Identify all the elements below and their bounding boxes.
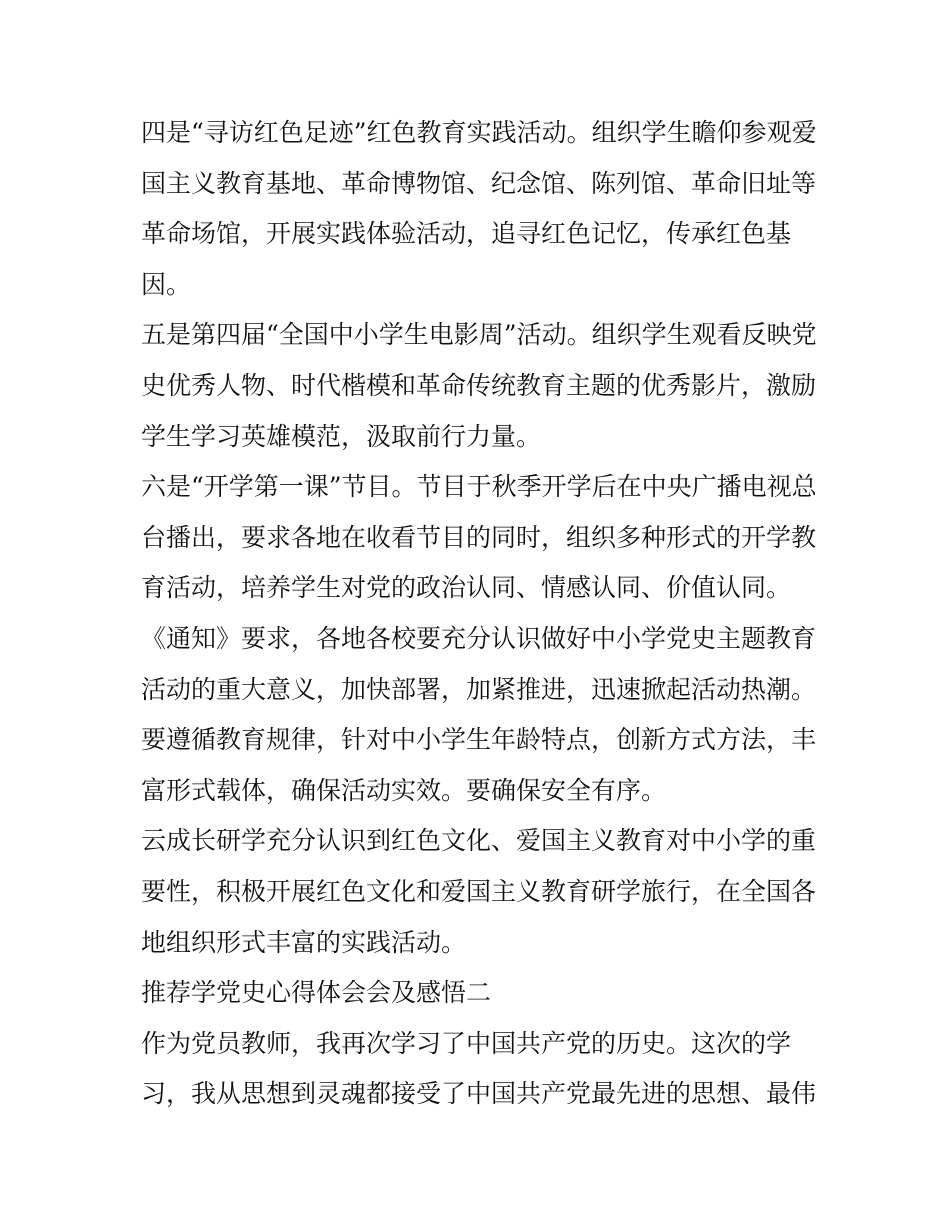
text-line: 学生学习英雄模范，汲取前行力量。 xyxy=(141,421,542,451)
body-text xyxy=(141,108,817,1120)
section-heading: 推荐学党史心得体会会及感悟二 xyxy=(141,978,492,1008)
text-line: 五是第四届“全国中小学生电影周”活动。组织学生观看反映党 xyxy=(141,320,817,350)
text-line: 国主义教育基地、革命博物馆、纪念馆、陈列馆、革命旧址等 xyxy=(141,168,817,198)
text-line: 云成长研学充分认识到红色文化、爱国主义教育对中小学的重 xyxy=(141,826,817,856)
text-line: 台播出，要求各地在收看节目的同时，组织多种形式的开学教 xyxy=(141,522,817,552)
text-line: 要性，积极开展红色文化和爱国主义教育研学旅行，在全国各 xyxy=(141,876,817,906)
text-line: 富形式载体，确保活动实效。要确保安全有序。 xyxy=(141,775,667,805)
text-line: 《通知》要求，各地各校要充分认识做好中小学党史主题教育 xyxy=(141,623,817,653)
text-line: 地组织形式丰富的实践活动。 xyxy=(141,927,467,957)
text-line: 作为党员教师，我再次学习了中国共产党的历史。这次的学 xyxy=(141,1028,792,1058)
text-line: 四是“寻访红色足迹”红色教育实践活动。组织学生瞻仰参观爱 xyxy=(141,118,817,147)
text-line: 活动的重大意义，加快部署，加紧推进，迅速掀起活动热潮。 xyxy=(141,674,817,704)
text-line: 史优秀人物、时代楷模和革命传统教育主题的优秀影片，激励 xyxy=(141,370,817,400)
text-line: 习，我从思想到灵魂都接受了中国共产党最先进的思想、最伟 xyxy=(141,1079,817,1109)
text-line: 因。 xyxy=(141,269,192,299)
text-line: 六是“开学第一课”节目。节目于秋季开学后在中央广播电视总 xyxy=(141,472,817,502)
text-line: 革命场馆，开展实践体验活动，追寻红色记忆，传承红色基 xyxy=(141,219,792,249)
text-line: 要遵循教育规律，针对中小学生年龄特点，创新方式方法，丰 xyxy=(141,725,817,755)
text-line: 育活动，培养学生对党的政治认同、情感认同、价值认同。 xyxy=(141,573,792,603)
